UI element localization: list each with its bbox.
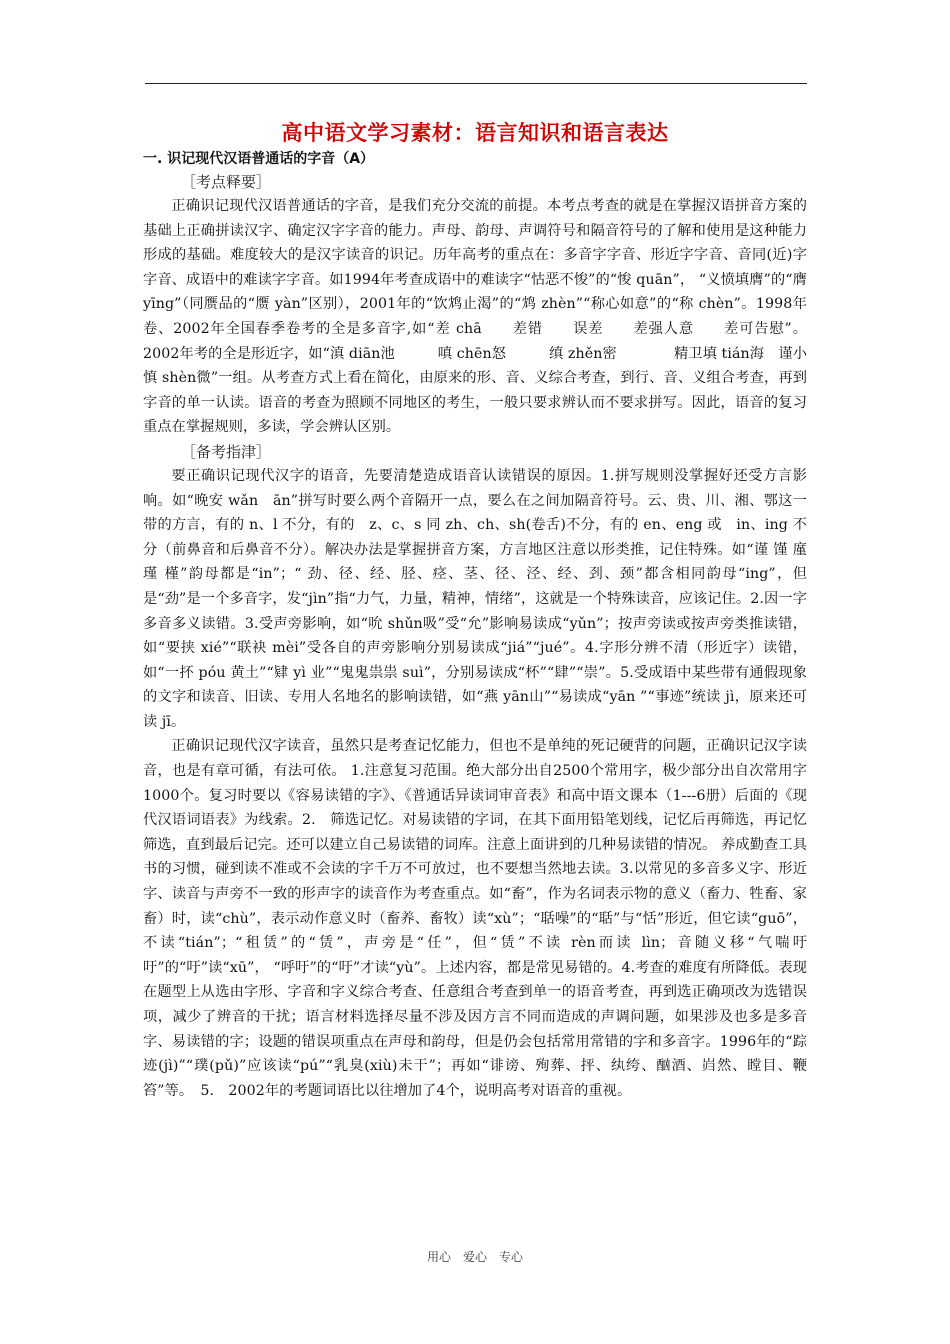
paragraph-memorization: 正确识记现代汉字读音，虽然只是考查记忆能力，但也不是单纯的死记硬背的问题，正确识记汉字读音，也是有章可循，有法可依。 1.注意复习范围。绝大部分出自2500个常用字，极少部分出自次常用字1000个。复习时要以《容易读错的字》、《普通话异读词审音表》和高中语文课本（1---6册）后面的《现代汉语词语表》为线索。2. 筛选记忆。对易读错的字词，在其下面用铅笔划线，记忆后再筛选，再记忆筛选，直到最后记完。还可以建立自己易读错的词库。注意上面讲到的几种易读错的情况。 养成勤查工具书的习惯，碰到读不准或不会读的字千万不可放过，也不要想当然地去读。3.以常见的多音多义字、形近字、读音与声旁不一致的形声字的读音作为考查重点。如“畜”，作为名词表示物的意义（畜力、牲畜、家畜）时，读“chù”，表示动作意义时（畜养、畜牧）读“xù”；“聒噪”的“聒”与“恬”形近，但它读“guō”，不读“tián”；“租赁”的“赁”，声旁是“任”，但“赁”不读 rèn而读 lìn；音随义移“气喘吁吁”的“吁”读“xū”， “呼吁”的“吁”才读“yù”。上述内容，都是常见易错的。4.考查的难度有所降低。表现在题型上从选由字形、字音和字义综合考查、任意组合考查到单一的语音考查，再到选正确项改为选错误项，减少了辨音的干扰；语言材料选择尽量不涉及因方言不同而造成的声调问题，如果涉及也多是多音字、易读错的字；设题的错误项重点在声母和韵母，但是仍会包括常用常错的字和多音字。1996年的“踪迹(jì)”“璞(pǔ)”应该读“pú”“乳臭(xiù)未干”；再如“诽谤、殉葬、抨、纨绔、酗酒、岿然、瞠目、鞭笞”等。 5. 2002年的考题词语比以往增加了4个，说明高考对语音的重视。 bbox=[143, 738, 807, 1099]
document-body bbox=[143, 118, 807, 1103]
page-footer: 用心 爱心 专心 bbox=[426, 1250, 523, 1264]
header-rule bbox=[145, 83, 807, 84]
section-heading: 一. 识记现代汉语普通话的字音（A） bbox=[143, 151, 375, 167]
paragraph-key-points: 正确识记现代汉语普通话的字音，是我们充分交流的前提。本考点考查的就是在掌握汉语拼音方案的基础上正确拼读汉字、确定汉字字音的能力。声母、韵母、声调符号和隔音符号的了解和使用是这种能力形成的基础。难度较大的是汉字读音的识记。历年高考的重点在：多音字字音、形近字字音、音同(近)字字音、成语中的难读字字音。如1994年考查成语中的难读字“怙恶不悛”的“悛 quān”， “义愤填膺”的“膺 yīng”（同赝品的“赝 yàn”区别），2001年的“饮鸩止渴”的“鸩 zhèn”“称心如意”的“称 chèn”。1998年卷、2002年全国春季卷考的全是多音字,如“差 chā 差错 误差 差强人意 差可告慰”。2002年考的全是形近字，如“滇 diān池 嗔 chēn怒 缜 zhěn密 精卫填 tián海 谨小慎 shèn微”一组。从考查方式上看在简化，由原来的形、音、义综合考查，到行、音、义组合考查，再到字音的单一认读。语音的考查为照顾不同地区的考生，一般只要求辨认而不要求拼写。因此，语音的复习重点在掌握规则，多读，学会辨认区别。 bbox=[143, 198, 807, 436]
label-key-points: ［考点释要］ bbox=[181, 173, 272, 191]
document-title: 高中语文学习素材：语言知识和语言表达 bbox=[281, 120, 669, 145]
paragraph-exam-guide: 要正确识记现代汉字的语音，先要清楚造成语音认读错误的原因。1.拼写规则没掌握好还受方言影响。如“晚安 wǎn ān”拼写时要么两个音隔开一点，要么在之间加隔音符号。云、贵、川、湘、鄂这一带的方言，有的 n、l 不分，有的 z、c、s 同 zh、ch、sh(卷舌)不分，有的 en、eng 或 in、ing 不分（前鼻音和后鼻音不分）。解决办法是掌握拼音方案，方言地区注意以形类推，记住特殊。如“谨 馑 廑 瑾 槿”韵母都是“in”；“ 劲、径、经、胫、痉、茎、径、泾、经、刭、颈”都含相同韵母“ing”，但是“劲”是一个多音字，发“jìn”指“力气，力量，精神，情绪”，这就是一个特殊读音，应该记住。2.因一字多音多义读错。3.受声旁影响，如“吮 shǔn吸”受“允”影响易读成“yǔn”；按声旁读或按声旁类推读错，如“要挟 xié”“联袂 mèi”受各自的声旁影响分别易读成“jiá”“jué”。4.字形分辨不清（形近字）读错，如“一抔 póu 黄土”“肄 yì 业”“鬼鬼祟祟 suì”，分别易读成“杯”“肆”“崇”。5.受成语中某些带有通假现象的文字和读音、旧读、专用人名地名的影响读错，如“燕 yān山”“易读成“yān ”“事迹”统读 jì，原来还可读 jī。 bbox=[143, 467, 807, 730]
label-exam-guide: ［备考指津］ bbox=[181, 442, 272, 461]
